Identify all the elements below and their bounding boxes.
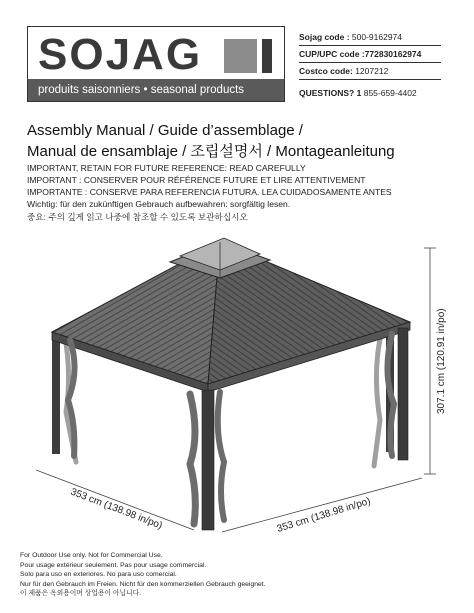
disclaimer-spanish: Solo para uso en exteriores. No para uso comercial. [20,571,177,578]
notice-german: Wichtig: für den zukünftigen Gebrauch aufbewahren: sorgfältig lesen. [27,199,291,209]
manual-title-line-2: Manual de ensamblaje / 조립설명서 / Montageanleitung [27,143,395,160]
disclaimer-korean: 이 제품은 옥외용이며 상업용이 아닙니다. [20,590,142,597]
notice-korean: 중요: 주의 깊게 읽고 나중에 참조할 수 있도록 보관하십시오 [27,212,248,222]
depth-dimension: 353 cm (138.98 in/po) [68,486,164,532]
gazebo-illustration [30,236,450,536]
manual-title-line-1: Assembly Manual / Guide d’assemblage / [27,122,303,139]
notice-french: IMPORTANT : CONSERVER POUR RÉFÉRENCE FUTURE ET LIRE ATTENTIVEMENT [27,175,366,185]
upc-code: CUP/UPC code :772830162974 [299,49,422,59]
disclaimer-french: Pour usage extérieur seulement. Pas pour usage commercial. [20,561,207,569]
questions-phone: QUESTIONS? 1 855-659-4402 [299,88,417,98]
divider [299,62,441,63]
notice-spanish: IMPORTANTE : CONSERVE PARA REFERENCIA FUTURA. LEA CUIDADOSAMENTE ANTES [27,187,392,197]
height-dimension: 307.1 cm (120.91 in/po) [436,308,447,414]
divider [299,45,441,46]
brand-name: SOJAG [38,30,203,79]
brand-logo [27,26,285,102]
disclaimer-english: For Outdoor Use only. Not for Commercial Use. [20,552,163,559]
notice-english: IMPORTANT, RETAIN FOR FUTURE REFERENCE: READ CAREFULLY [27,163,306,173]
brand-mark-icon [224,39,274,73]
brand-tagline: produits saisonniers • seasonal products [28,79,284,101]
usage-disclaimer [20,551,266,599]
divider [299,79,441,80]
disclaimer-german: Nur für den Gebrauch im Freien. Nicht für den kommerziellen Gebrauch geeignet. [20,580,266,588]
sojag-code: Sojag code : 500-9162974 [299,32,403,42]
costco-code: Costco code: 1207212 [299,66,389,76]
width-dimension: 353 cm (138.98 in/po) [275,495,372,535]
